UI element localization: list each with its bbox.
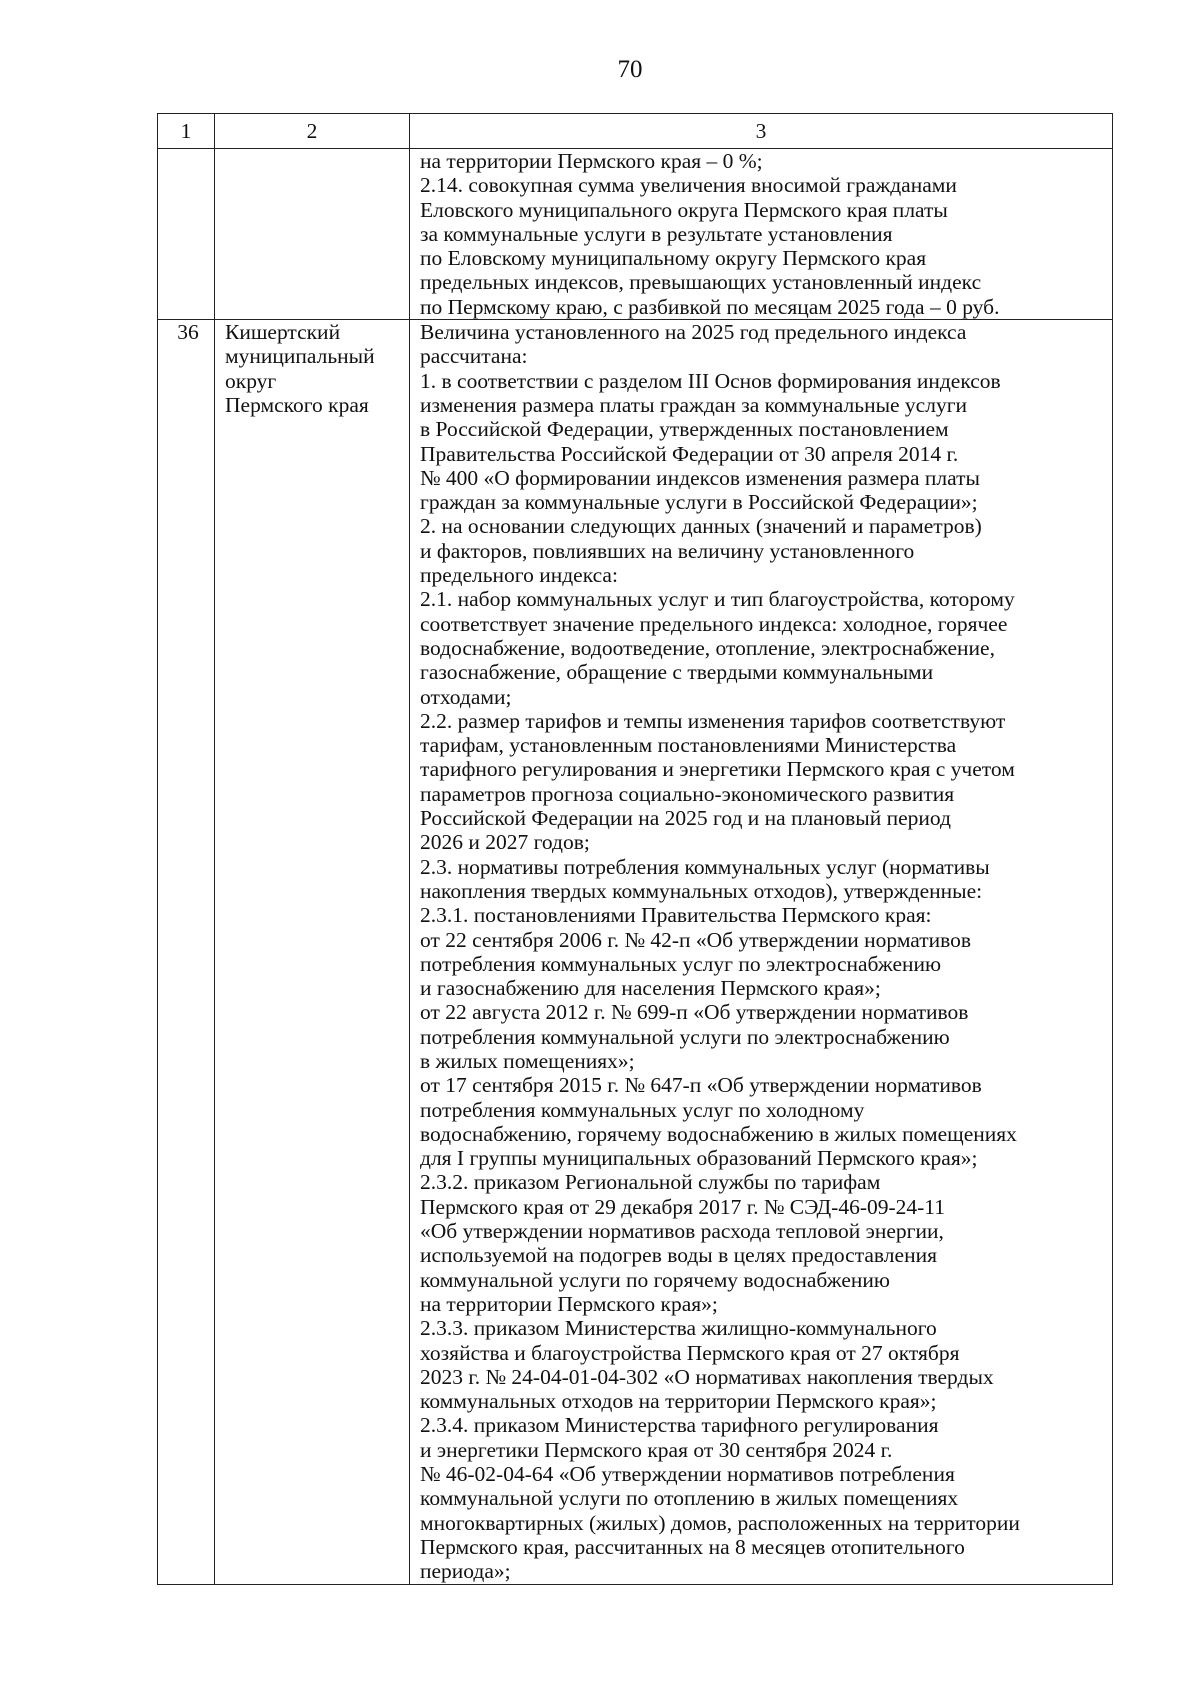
text-line: 2.1. набор коммунальных услуг и тип благоустройства, которому (420, 587, 1015, 612)
column-header-3: 3 (410, 114, 1113, 149)
text-line: 2. на основании следующих данных (значений и параметров) (420, 514, 982, 539)
text-line: и газоснабжению для населения Пермского края»; (420, 976, 881, 1001)
document-table (157, 113, 1113, 1585)
text-line: потребления коммунальной услуги по электроснабжению (420, 1024, 950, 1049)
table-body (158, 149, 1113, 1585)
text-line: Пермского края, рассчитанных на 8 месяцев отопительного (420, 1534, 965, 1559)
text-line: Пермского края от 29 декабря 2017 г. № СЭД-46-09-24-11 (420, 1194, 946, 1219)
text-line: на территории Пермского края»; (420, 1291, 718, 1316)
page-number: 70 (617, 56, 643, 83)
text-line: предельного индекса: (420, 563, 618, 588)
text-line: на территории Пермского края – 0 %; (420, 149, 763, 173)
text-line: от 22 августа 2012 г. № 699-п «Об утверждении нормативов (420, 1000, 969, 1025)
column-header-1: 1 (158, 114, 215, 149)
text-line: хозяйства и благоустройства Пермского края от 27 октября (420, 1340, 960, 1365)
text-line: предельных индексов, превышающих установленный индекс (420, 270, 982, 295)
row-number (158, 149, 215, 320)
text-line: параметров прогноза социально-экономического развития (420, 781, 955, 806)
text-line: граждан за коммунальные услуги в Российской Федерации»; (420, 490, 978, 515)
text-line: и энергетики Пермского края от 30 сентября 2024 г. (420, 1437, 893, 1462)
table-row (158, 149, 1113, 320)
text-line: по Еловскому муниципальному округу Пермского края (420, 246, 927, 271)
text-line: 2.3. нормативы потребления коммунальных услуг (нормативы (420, 854, 990, 879)
text-line: от 17 сентября 2015 г. № 647-п «Об утверждении нормативов (420, 1073, 982, 1098)
name-line: округ (225, 368, 277, 393)
text-line: Правительства Российской Федерации от 30 апреля 2014 г. (420, 441, 959, 466)
row-number: 36 (158, 320, 215, 1584)
text-line: 1. в соответствии с разделом III Основ формирования индексов (420, 368, 1001, 393)
text-line: 2.3.3. приказом Министерства жилищно-коммунального (420, 1316, 937, 1341)
text-line: тарифам, установленным постановлениями Министерства (420, 733, 957, 758)
text-line: Российской Федерации на 2025 год и на плановый период (420, 806, 951, 831)
text-line: потребления коммунальных услуг по электроснабжению (420, 951, 942, 976)
text-line: накопления твердых коммунальных отходов), утвержденные: (420, 878, 983, 903)
text-line: № 46-02-04-64 «Об утверждении нормативов потребления (420, 1462, 955, 1487)
text-line: периода»; (420, 1559, 511, 1584)
text-line: водоснабжение, водоотведение, отопление, электроснабжение, (420, 635, 995, 660)
text-line: для I группы муниципальных образований Пермского края»; (420, 1146, 978, 1171)
municipality-name (215, 320, 410, 1584)
text-line: от 22 сентября 2006 г. № 42-п «Об утверждении нормативов (420, 927, 972, 952)
text-line: по Пермскому краю, с разбивкой по месяцам 2025 года – 0 руб. (420, 294, 1000, 319)
table-row (158, 320, 1113, 1584)
text-line: потребления коммунальных услуг по холодному (420, 1097, 865, 1122)
text-line: 2.3.2. приказом Региональной службы по тарифам (420, 1170, 881, 1195)
text-line: 2.3.4. приказом Министерства тарифного регулирования (420, 1413, 939, 1438)
text-line: многоквартирных (жилых) домов, расположенных на территории (420, 1510, 1020, 1535)
text-line: и факторов, повлиявших на величину установленного (420, 538, 915, 563)
text-line: коммунальных отходов на территории Пермского края»; (420, 1389, 937, 1414)
text-line: 2023 г. № 24-04-01-04-302 «О нормативах накопления твердых (420, 1364, 994, 1389)
text-line: Величина установленного на 2025 год предельного индекса (420, 320, 967, 345)
name-line: муниципальный (225, 344, 375, 369)
column-header-2: 2 (215, 114, 410, 149)
text-line: коммунальной услуги по горячему водоснабжению (420, 1267, 890, 1292)
text-line: 2.14. совокупная сумма увеличения вносимой гражданами (420, 173, 957, 198)
text-line: изменения размера платы граждан за коммунальные услуги (420, 392, 968, 417)
description-text (410, 149, 1113, 320)
text-line: тарифного регулирования и энергетики Пермского края с учетом (420, 757, 1015, 782)
text-line: Еловского муниципального округа Пермского края платы (420, 197, 948, 222)
table-header-row (158, 114, 1113, 149)
text-line: 2.2. размер тарифов и темпы изменения тарифов соответствуют (420, 708, 1006, 733)
text-line: коммунальной услуги по отоплению в жилых помещениях (420, 1486, 959, 1511)
text-line: за коммунальные услуги в результате установления (420, 221, 893, 246)
text-line: в жилых помещениях»; (420, 1048, 635, 1073)
text-line: 2.3.1. постановлениями Правительства Пермского края: (420, 903, 932, 928)
text-line: № 400 «О формировании индексов изменения размера платы (420, 465, 980, 490)
text-line: отходами; (420, 684, 512, 709)
name-line: Кишертский (225, 320, 341, 345)
text-line: 2026 и 2027 годов; (420, 830, 590, 855)
text-line: используемой на подогрев воды в целях предоставления (420, 1243, 937, 1268)
text-line: рассчитана: (420, 344, 528, 369)
text-line: соответствует значение предельного индекса: холодное, горячее (420, 611, 1008, 636)
description-text (410, 320, 1113, 1584)
text-line: газоснабжение, обращение с твердыми коммунальными (420, 660, 934, 685)
text-line: водоснабжению, горячему водоснабжению в жилых помещениях (420, 1121, 1017, 1146)
text-line: в Российской Федерации, утвержденных постановлением (420, 417, 949, 442)
municipality-name (215, 149, 410, 320)
text-line: «Об утверждении нормативов расхода тепловой энергии, (420, 1219, 944, 1244)
name-line: Пермского края (225, 392, 369, 417)
